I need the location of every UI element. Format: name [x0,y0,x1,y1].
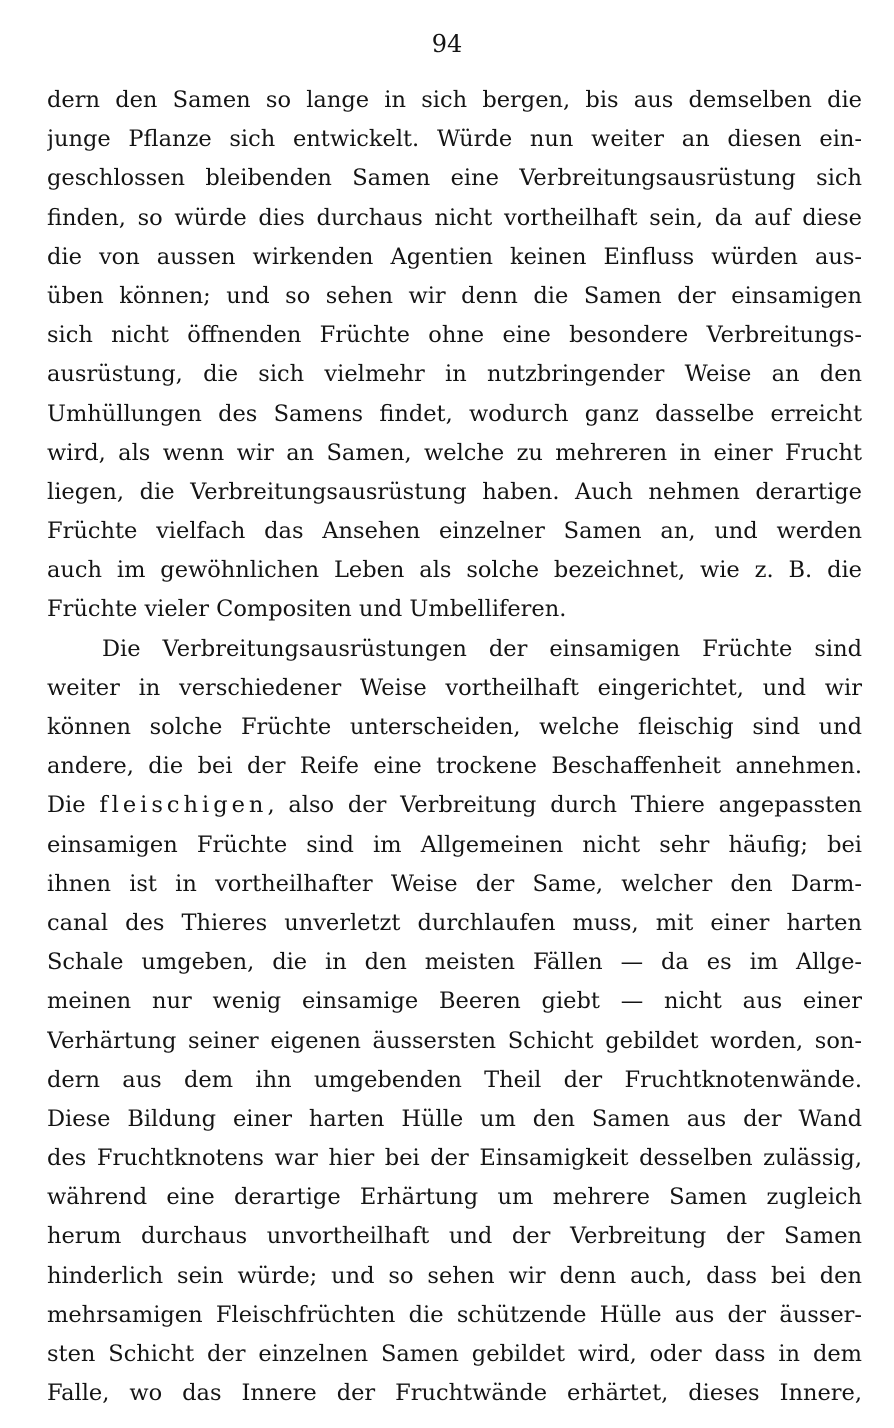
text-line: wird, als wenn wir an Samen, welche zu mehreren in einer Frucht [47,439,862,466]
text-line: liegen, die Verbreitungsausrüstung haben. Auch nehmen derartige [47,478,862,505]
page-number: 94 [431,30,463,58]
text-line: des Fruchtknotens war hier bei der Einsamigkeit desselben zulässig, [47,1145,862,1172]
text-line: die von aussen wirkenden Agentien keinen Einfluss würden aus- [47,243,862,270]
text-line: Verhärtung seiner eigenen äussersten Schicht gebildet worden, son- [47,1027,862,1054]
text-line: andere, die bei der Reife eine trockene Beschaffenheit annehmen. [47,753,862,780]
text-line: Falle, wo das Innere der Fruchtwände erhärtet, dieses Innere, [47,1380,862,1407]
emphasized-term: fleischigen [99,792,268,819]
text-line: hinderlich sein würde; und so sehen wir denn auch, dass bei den [47,1262,862,1289]
text-line: dern den Samen so lange in sich bergen, bis aus demselben die [47,87,862,113]
text-line: finden, so würde dies durchaus nicht vortheilhaft sein, da auf diese [47,204,862,231]
text-line: Schale umgeben, die in den meisten Fällen — da es im Allge- [47,949,862,976]
text-line: canal des Thieres unverletzt durchlaufen muss, mit einer harten [47,909,862,936]
text-line: üben können; und so sehen wir denn die Samen der einsamigen [47,282,862,309]
text-line: weiter in verschiedener Weise vortheilhaft eingerichtet, und wir [47,674,862,701]
text-line: Früchte vielfach das Ansehen einzelner Samen an, und werden [47,518,862,545]
text-line: sich nicht öffnenden Früchte ohne eine besondere Verbreitungs- [47,322,862,349]
text-segment: , also der Verbreitung durch Thiere angepassten [267,792,862,819]
text-line: sten Schicht der einzelnen Samen gebildet wird, oder dass in dem [47,1341,862,1367]
text-line: dern aus dem ihn umgebenden Theil der Fruchtknotenwände. [47,1066,862,1093]
text-line: meinen nur wenig einsamige Beeren giebt — nicht aus einer [47,988,862,1015]
text-line-paragraph-start: Die Verbreitungsausrüstungen der einsamigen Früchte sind [102,635,862,662]
text-line: auch im gewöhnlichen Leben als solche bezeichnet, wie z. B. die [47,557,862,584]
text-line: können solche Früchte unterscheiden, welche fleischig sind und [47,714,862,740]
text-line: mehrsamigen Fleischfrüchten die schützende Hülle aus der äusser- [47,1301,862,1328]
text-line-paragraph-end: Früchte vieler Compositen und Umbelliferen. [47,596,567,623]
text-segment: Die [47,792,100,819]
text-line: ihnen ist in vortheilhafter Weise der Same, welcher den Darm- [47,870,862,897]
text-line: während eine derartige Erhärtung um mehrere Samen zugleich [47,1184,862,1211]
text-line: Umhüllungen des Samens findet, wodurch ganz dasselbe erreicht [47,400,862,427]
body-text [47,81,862,1413]
text-line: Diese Bildung einer harten Hülle um den Samen aus der Wand [47,1105,862,1132]
text-line: junge Pflanze sich entwickelt. Würde nun weiter an diesen ein- [47,126,862,153]
text-line: geschlossen bleibenden Samen eine Verbreitungsausrüstung sich [47,165,862,192]
text-line: ausrüstung, die sich vielmehr in nutzbringender Weise an den [47,361,862,388]
text-line: herum durchaus unvortheilhaft und der Verbreitung der Samen [47,1223,862,1250]
text-line: einsamigen Früchte sind im Allgemeinen nicht sehr häufig; bei [47,831,862,858]
text-line-emphasis [47,786,862,825]
